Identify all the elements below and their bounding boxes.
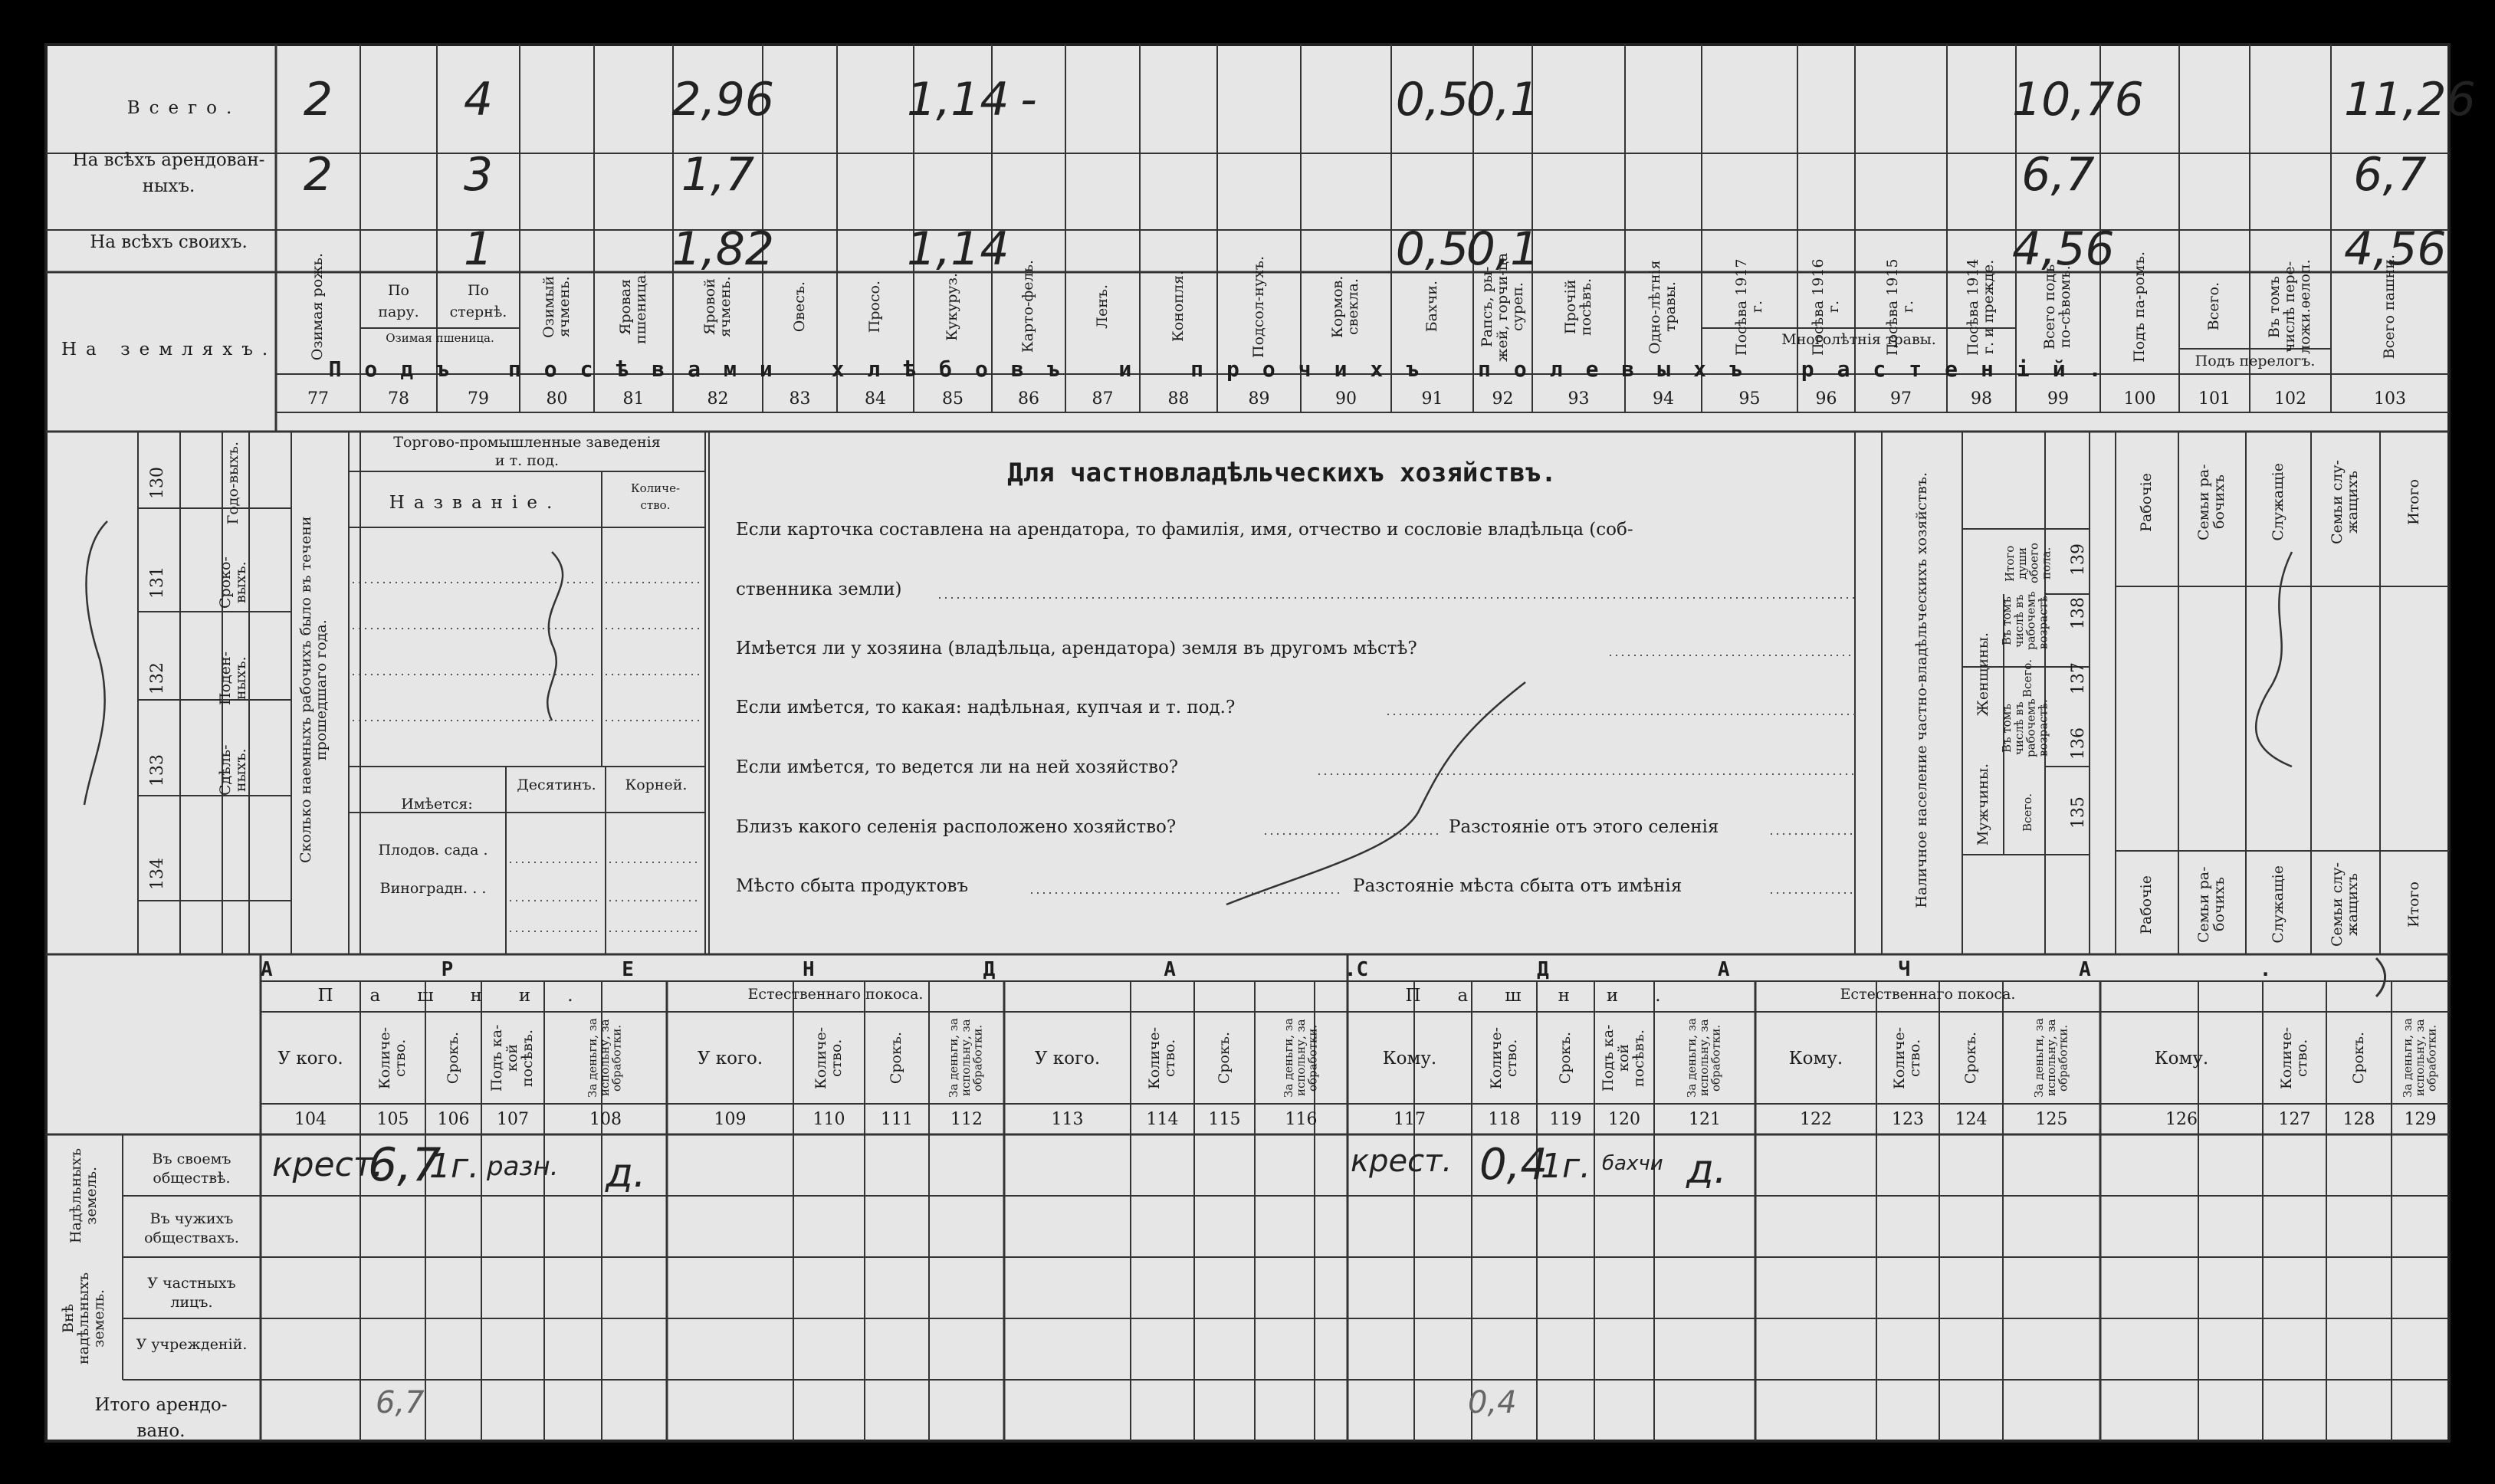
column-header-98: Посѣва 1914 г. и прежде. [1965,258,1997,356]
col-header-122: Кому. [1788,1049,1843,1069]
col-number-125: 125 [2035,1110,2068,1129]
question-2: ственника земли) [736,579,902,599]
handwritten-r3-col-99: 4,56 [2012,222,2115,276]
hw-119: 1г. [1541,1147,1591,1186]
col-number-121: 121 [1689,1110,1721,1129]
col-number-115: 115 [1208,1110,1241,1129]
handwritten-r2-col-99: 6,7 [2021,148,2095,202]
col-header-119: Срокъ. [1556,1031,1574,1085]
column-number-102: 102 [2274,389,2306,409]
total-both-sexes-label: Итого души обоего пола. [2002,543,2053,584]
right-col-header-bottom-3: Семьи слу-жащихъ [2329,862,2361,947]
hw-117: крест. [1351,1144,1453,1179]
question-5: Если имѣется, то ведется ли на ней хозяйство? [736,757,1179,777]
col-number-107: 107 [497,1110,529,1129]
row-label-rented-1: На всѣхъ арендован- [72,150,265,170]
column-header-78-1: По [387,282,409,299]
orchard-label: Плодов. сада . [378,842,488,859]
column-header-91: Бахчи. [1423,281,1440,333]
hw-106: 1г. [429,1147,480,1186]
question-6-distance: Разстояніе мѣста сбыта отъ имѣнія [1353,876,1682,896]
col-header-123: Количе-ство. [1891,1026,1923,1089]
column-number-95: 95 [1738,389,1761,409]
col-header-121: За деньги, за испольну, за обработки. [1685,1018,1723,1098]
column-number-79: 79 [468,389,489,409]
column-header-97: Посѣва 1915 г. [1884,258,1916,356]
column-number-99: 99 [2047,389,2069,409]
hw-120: бахчи [1602,1152,1663,1175]
column-number-88: 88 [1167,389,1190,409]
has-label: Имѣется: [401,796,473,813]
trade-establishments-title-2: и т. под. [494,452,560,469]
col-header-126: Кому. [2154,1049,2209,1069]
cattle-col-number-130: 130 [148,467,168,499]
col-number-118: 118 [1488,1110,1521,1129]
population-col-number-135: 135 [2069,796,2089,829]
handwritten-r1-col-85: 1,14 [907,73,1009,126]
group-label-fallow: Подъ перелогъ. [2195,353,2316,369]
row-label-rented-2: ныхъ. [142,176,195,196]
row-label-private: У частныхъ лицъ. [147,1275,236,1311]
col-header-127: Количе-ство. [2277,1026,2310,1089]
col-number-111: 111 [881,1110,913,1129]
column-header-92: Рапсъ, ры-жей, горчи-ца суреп. [1478,251,1526,362]
right-col-header-bottom-1: Семьи ра-бочихъ [2195,866,2227,943]
column-number-94: 94 [1653,389,1674,409]
col-header-109: У кого. [697,1049,763,1069]
roots-header: Корней. [625,776,688,793]
col-header-124: Срокъ. [1962,1031,1979,1085]
hw-118: 0,4 [1479,1140,1548,1190]
col-header-114: Количе-ство. [1145,1026,1178,1089]
col-number-105: 105 [376,1110,409,1129]
men-total-label: Всего. [2021,793,2035,832]
col-number-106: 106 [437,1110,470,1129]
question-3: Имѣется ли у хозяина (владѣльца, арендатора) земля въ другомъ мѣстѣ? [736,639,1417,658]
population-vertical-label: Наличное население частно-владѣльческихъ хозяйствъ. [1913,471,1931,908]
col-header-129: За деньги, за испольну, за обработки. [2400,1018,2439,1098]
hw-121: д. [1686,1147,1727,1193]
handwritten-r1-col-103: 11,26 [2344,73,2476,126]
column-number-78: 78 [388,389,409,409]
handwritten-r1-col-77: 2 [303,73,333,126]
men-working-age-label: Въ томъ числѣ въ рабочемъ возрастѣ. [1999,698,2050,758]
col-header-111: Срокъ. [888,1031,905,1085]
col-number-119: 119 [1549,1110,1582,1129]
sdacha-meadow-header: Естественнаго покоса. [1840,986,2016,1003]
column-header-94: Одно-лѣтнія травы. [1646,259,1679,354]
col-number-128: 128 [2342,1110,2375,1129]
row-label-other-societies: Въ чужихъ обществахъ. [144,1210,239,1246]
col-header-106: Срокъ. [444,1031,461,1085]
right-col-header-top-2: Служащіе [2269,463,2287,541]
handwritten-r2-col-82: 1,7 [681,148,755,202]
column-number-77: 77 [307,389,329,409]
col-header-125: За деньги, за испольну, за обработки. [2031,1018,2070,1098]
column-number-82: 82 [707,389,729,409]
handwritten-r3-col-82: 1,82 [671,222,775,276]
col-header-105: Количе-ство. [376,1026,409,1089]
population-col-number-137: 137 [2069,662,2089,694]
column-header-93: Прочій посѣвъ. [1561,277,1594,336]
handwritten-r2-col-79: 3 [463,148,494,202]
handwritten-r1-col-92: 0,1 [1466,73,1540,126]
side-label-allotment: Надѣльныхъ земель. [67,1147,100,1244]
handwritten-r1-col-86: - [1020,73,1037,126]
col-number-113: 113 [1051,1110,1084,1129]
side-label-non-allotment: Внѣ надѣльныхъ земель. [60,1272,107,1365]
column-header-101: Всего. [2205,282,2223,331]
column-header-90: Кормов. свекла. [1329,275,1361,338]
hired-workers-vertical-label: Сколько наемныхъ рабочихъ было въ течени прошедшаго года. [297,516,330,864]
arenda-meadow-header: Естественнаго покоса. [747,986,924,1003]
col-number-108: 108 [589,1110,622,1129]
column-number-90: 90 [1335,389,1357,409]
hw-107: разн. [487,1151,559,1182]
population-col-number-139: 139 [2069,543,2089,576]
question-5-distance: Разстояніе отъ этого селенія [1449,817,1719,837]
trade-qty-header-2: ство. [640,498,671,512]
column-header-99: Всего подъ по-сѣвомъ. [2041,264,2073,350]
column-header-88: Конопля. [1169,271,1187,343]
population-col-number-138: 138 [2069,597,2089,629]
group-label-winter-wheat: Озимая пшеница. [386,331,494,345]
women-total-label: Всего. [2021,659,2035,698]
col-number-129: 129 [2404,1110,2437,1129]
hw-104: крест. [272,1145,384,1184]
column-number-101: 101 [2198,389,2231,409]
arenda-arable-header: Пашни. [317,986,610,1006]
row-label-own-society: Въ своемъ обществѣ. [152,1151,231,1187]
row-label-total: Всего. [126,98,241,118]
column-header-80: Озимый ячмень. [540,275,573,338]
column-number-80: 80 [546,389,568,409]
handwritten-r3-col-103: 4,56 [2344,222,2447,276]
handwritten-r1-col-91: 0,5 [1395,73,1469,126]
col-number-110: 110 [813,1110,845,1129]
right-col-header-top-0: Рабочіе [2138,472,2155,532]
handwritten-r3-col-91: 0,5 [1395,222,1469,276]
column-header-84: Просо. [866,280,884,333]
handwritten-r1-col-99: 10,76 [2012,73,2144,126]
handwritten-r1-col-82: 2,96 [671,73,775,126]
sown-band-title: Подъ посѣвами хлѣбовъ и прочихъ полевыхъ растеній. [328,356,2125,382]
row-label-institutions: У учрежденій. [136,1336,248,1353]
vineyard-label: Виноградн. . . [379,880,487,897]
cattle-col-header-133: Сдѣль-ныхъ. [217,744,249,796]
trade-qty-header-1: Количе- [630,481,681,495]
column-number-103: 103 [2374,389,2406,409]
question-6: Близъ какого селенія расположено хозяйство? [736,817,1177,837]
col-number-117: 117 [1394,1110,1426,1129]
hw-108: д. [606,1151,646,1197]
row-label-total-rented-1: Итого арендо- [94,1395,228,1415]
cattle-col-number-133: 133 [148,754,168,786]
arenda-header: АРЕНДА. [261,958,1525,981]
column-header-96: Посѣва 1916 г. [1809,258,1842,356]
right-col-header-bottom-4: Итого [2405,882,2423,927]
col-header-116: За деньги, за испольну, за обработки. [1281,1018,1320,1098]
col-header-107: Подъ ка-кой посѣвъ. [488,1024,536,1092]
col-number-109: 109 [714,1110,747,1129]
column-number-97: 97 [1890,389,1912,409]
group-label-perennial: Многолѣтнія травы. [1781,331,1936,348]
men-label: Мужчины. [1975,763,1992,846]
col-number-127: 127 [2278,1110,2311,1129]
col-header-120: Подъ ка-кой посѣвъ. [1600,1024,1647,1092]
column-header-79-2: стернѣ. [449,304,507,320]
handwritten-r3-col-79: 1 [463,222,494,276]
col-header-117: Кому. [1382,1049,1437,1069]
cattle-col-number-132: 132 [148,662,168,694]
row-label-lands: На земляхъ. [61,340,277,360]
col-header-113: У кого. [1034,1049,1101,1069]
col-number-124: 124 [1955,1110,1988,1129]
col-header-108: За деньги, за испольну, за обработки. [586,1018,624,1098]
column-number-93: 93 [1568,389,1590,409]
right-col-header-top-1: Семьи ра-бочихъ [2195,464,2227,540]
column-header-82: Яровой ячмень. [701,276,734,337]
column-header-81: Яровая пшеница. [616,269,649,344]
trade-establishments-title-1: Торгово-промышленные заведенія [393,434,661,451]
question-7: Мѣсто сбыта продуктовъ [736,876,969,896]
column-header-79-1: По [467,282,489,299]
cattle-col-number-134: 134 [148,858,168,890]
col-number-116: 116 [1285,1110,1318,1129]
women-label: Женщины. [1975,632,1992,717]
col-header-118: Количе-ство. [1487,1026,1520,1089]
col-number-120: 120 [1608,1110,1640,1129]
column-header-102: Въ томъ числѣ пере-ложи.ѳелоп. [2266,259,2313,354]
row-label-total-rented-2: вано. [136,1421,185,1441]
column-header-87: Ленъ. [1093,284,1111,329]
column-header-95: Посѣва 1917 г. [1732,258,1765,356]
women-working-age-label: Въ томъ числѣ въ рабочемъ возрастѣ. [1999,591,2050,651]
column-header-89: Подсол-нухъ. [1249,255,1267,358]
col-number-104: 104 [294,1110,327,1129]
sdacha-arable-header: Пашни. [1405,986,1698,1006]
handwritten-r3-col-85: 1,14 [907,222,1009,276]
cattle-col-header-132: Поден-ныхъ. [217,651,249,706]
handwritten-r1-col-79: 4 [463,73,494,126]
col-header-110: Количе-ство. [812,1026,845,1089]
hw-105: 6,7 [368,1138,442,1192]
col-header-104: У кого. [277,1049,343,1069]
column-number-85: 85 [942,389,964,409]
col-header-112: За деньги, за испольну, за обработки. [947,1018,985,1098]
column-number-84: 84 [865,389,886,409]
col-number-126: 126 [2165,1110,2198,1129]
cattle-col-header-131: Сроко-выхъ. [217,556,249,609]
column-header-86: Карто-фель. [1019,260,1037,353]
column-header-103: Всего пашни. [2381,254,2398,360]
col-header-128: Срокъ. [2349,1031,2367,1085]
handwritten-r2-col-103: 6,7 [2353,148,2427,202]
column-number-87: 87 [1092,389,1114,409]
population-col-number-136: 136 [2069,727,2089,760]
col-header-115: Срокъ. [1215,1031,1233,1085]
right-col-header-top-4: Итого [2405,479,2423,525]
column-header-83: Овесъ. [790,281,808,333]
right-col-header-bottom-0: Рабочіе [2138,875,2155,934]
hw-total-105: 6,7 [376,1385,425,1420]
column-number-83: 83 [789,389,811,409]
hw-total-118: 0,4 [1468,1385,1517,1420]
column-header-77: Озимая рожь. [309,252,327,361]
col-number-112: 112 [950,1110,983,1129]
cattle-col-number-131: 131 [148,566,168,599]
column-number-100: 100 [2123,389,2156,409]
right-col-header-top-3: Семьи слу-жащихъ [2329,460,2361,544]
column-header-85: Кукуруз. [944,272,961,341]
col-number-123: 123 [1892,1110,1924,1129]
trade-name-header: Названіе. [389,493,562,513]
col-number-122: 122 [1800,1110,1832,1129]
column-number-96: 96 [1815,389,1837,409]
dessiatin-header: Десятинъ. [517,776,596,793]
column-number-86: 86 [1018,389,1039,409]
column-number-98: 98 [1971,389,1992,409]
column-number-92: 92 [1492,389,1514,409]
column-number-89: 89 [1248,389,1270,409]
handwritten-r3-col-92: 0,1 [1466,222,1540,276]
cattle-col-header-130: Годо-выхъ. [225,441,242,525]
column-header-100: Подъ па-ромъ. [2130,251,2148,363]
handwritten-r2-col-77: 2 [303,148,333,202]
sdacha-header: СДАЧА. [1356,958,2441,981]
row-label-own: На всѣхъ своихъ. [90,232,248,252]
column-header-78-2: пару. [378,304,419,320]
right-col-header-bottom-2: Служащіе [2269,865,2287,944]
private-farms-title: Для частновладѣльческихъ хозяйствъ. [1007,458,1557,488]
question-1: Если карточка составлена на арендатора, то фамилія, имя, отчество и сословіе владѣльца (соб- [736,520,1633,540]
column-number-91: 91 [1421,389,1443,409]
column-number-81: 81 [622,389,645,409]
col-number-114: 114 [1146,1110,1179,1129]
question-4: Если имѣется, то какая: надѣльная, купчая и т. под.? [736,698,1236,717]
